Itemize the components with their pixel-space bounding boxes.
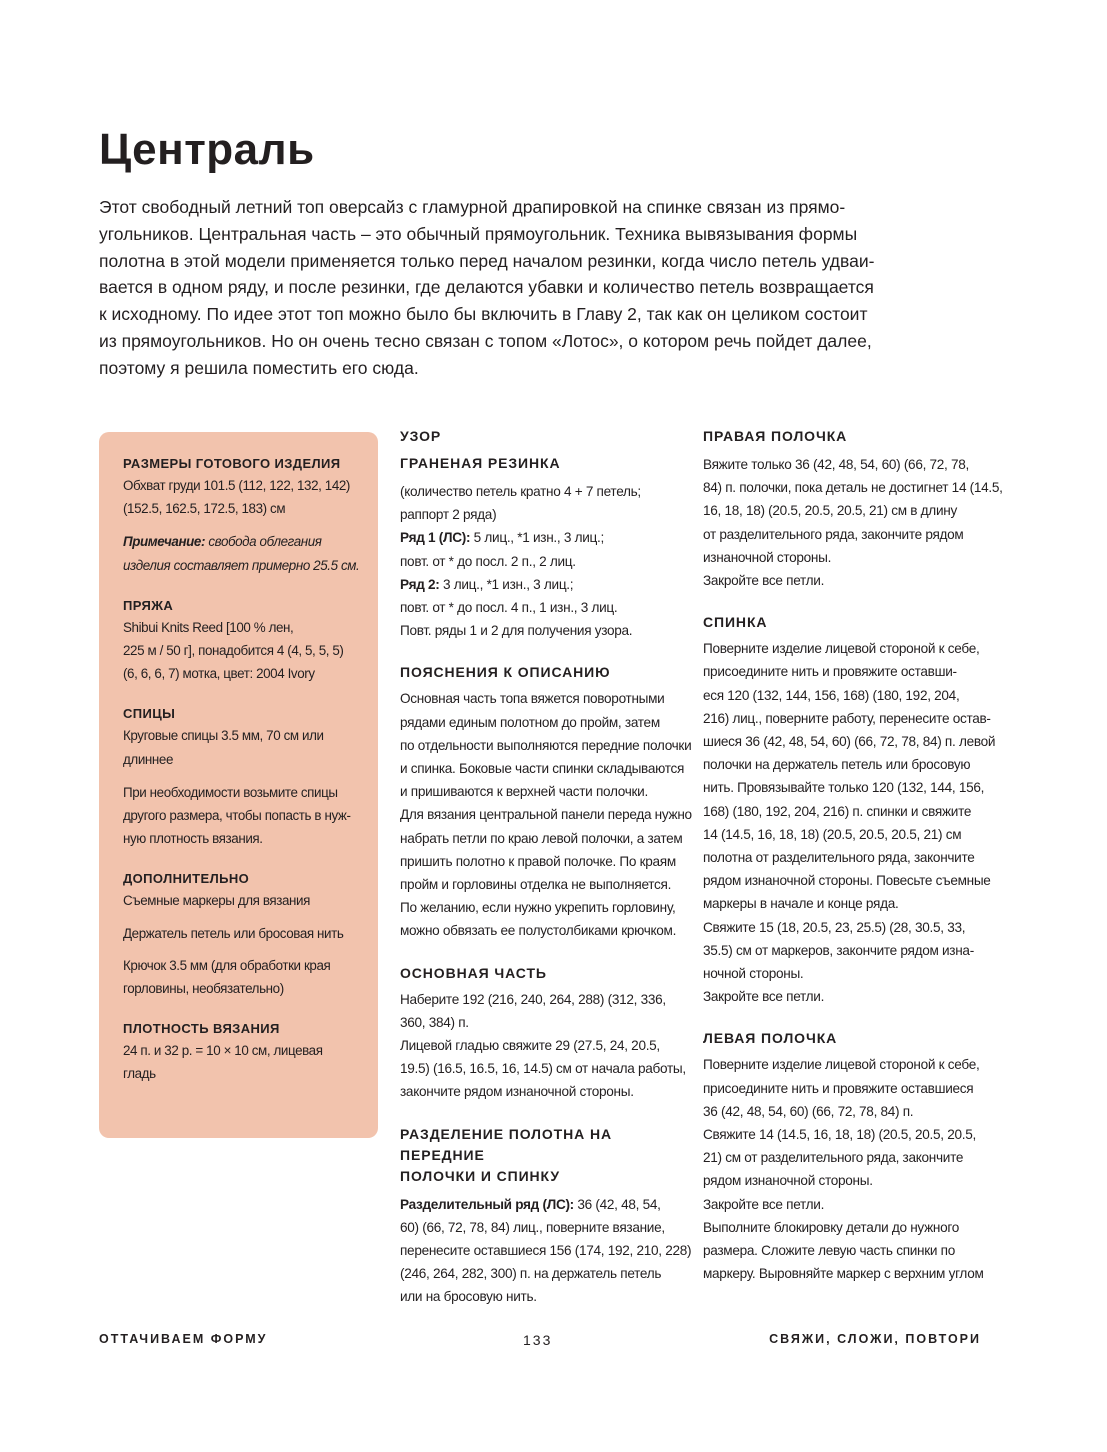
text-line: 16, 18, 18) (20.5, 20.5, 20.5, 21) см в длину — [703, 503, 957, 519]
sizes-text — [123, 474, 364, 520]
text-line: Закройте все петли. — [703, 989, 825, 1005]
text-line: можно обвязать ее полустолбиками крючком. — [400, 923, 677, 939]
text-line: или на бросовую нить. — [400, 1289, 537, 1305]
fit-note — [123, 530, 364, 576]
text-line: 84) п. полочки, пока деталь не достигнет 14 (14.5, — [703, 480, 1003, 496]
row2-text: 3 лиц., *1 изн., 3 лиц.; — [439, 576, 574, 592]
text-line: 216) лиц., поверните работу, перенесите остав- — [703, 710, 991, 726]
text-line: 24 п. и 32 р. = 10 × 10 см, лицевая — [123, 1043, 323, 1059]
text-line: Вяжите только 36 (42, 48, 54, 60) (66, 72, 78, — [703, 457, 970, 472]
text-line: гладь — [123, 1066, 156, 1082]
text-line: и пришиваются к верхней части полочки. — [400, 784, 648, 800]
extras-heading: ДОПОЛНИТЕЛЬНО — [123, 871, 250, 887]
text-line: Поверните изделие лицевой стороной к себе, — [703, 641, 980, 657]
page-number: 133 — [523, 1332, 553, 1348]
instructions-column-2 — [400, 426, 690, 1309]
text-line: (152.5, 162.5, 172.5, 183) см — [123, 501, 286, 517]
text-line: 60) (66, 72, 78, 84) лиц., поверните вязание, — [400, 1219, 665, 1235]
text-line: ночной стороны. — [703, 966, 804, 982]
left-front-heading: ЛЕВАЯ ПОЛОЧКА — [703, 1030, 838, 1047]
intro-line: Этот свободный летний топ оверсайз с гламурной драпировкой на спинке связан из прямо- — [99, 197, 846, 217]
split-text — [400, 1193, 690, 1309]
row1-label: Ряд 1 (ЛС): — [400, 530, 471, 546]
text-line: Свяжите 14 (14.5, 16, 18, 18) (20.5, 20.5, 20.5, — [703, 1127, 976, 1143]
heading-line: ПОЛОЧКИ И СПИНКУ — [400, 1167, 560, 1184]
text-line: рядами единым полотном до пройм, затем — [400, 714, 660, 730]
text-line: 14 (14.5, 16, 18, 18) (20.5, 20.5, 20.5, 21) см — [703, 826, 962, 842]
text-line: еся 120 (132, 144, 156, 168) (180, 192, 204, — [703, 687, 960, 703]
text-line: (количество петель кратно 4 + 7 петель; — [400, 484, 641, 499]
intro-line: к исходному. По идее этот топ можно было бы включить в Главу 2, так как он целиком состоит — [99, 304, 868, 325]
rib-text — [400, 480, 690, 642]
text-line: Съемные маркеры для вязания — [123, 893, 310, 909]
text-line: Закройте все петли. — [703, 1196, 825, 1212]
text-line: рядом изнаночной стороны. — [703, 1173, 873, 1189]
intro-line: из прямоугольников. Но он очень тесно связан с топом «Лотос», о котором речь пойдет далее, — [99, 330, 872, 351]
extras-item — [123, 889, 364, 912]
intro-line: полотна в этой модели применяется только перед началом резинки, когда число петель удваи- — [99, 250, 875, 271]
text-line: полотна от разделительного ряда, закончите — [703, 850, 975, 866]
text-line: пройм и горловины отделка не выполняется. — [400, 877, 672, 893]
text-line: 36 (42, 48, 54, 60) (66, 72, 78, 84) п. — [703, 1103, 914, 1119]
text-line: пришить полотно к правой полочке. По краям — [400, 853, 676, 869]
text-line: нить. Провязывайте только 120 (132, 144, 156, — [703, 780, 985, 796]
left-front-text — [703, 1053, 993, 1285]
extras-item — [123, 922, 364, 945]
text-line — [400, 1193, 690, 1216]
needles-heading: СПИЦЫ — [123, 706, 176, 722]
text-line: Свяжите 15 (18, 20.5, 23, 25.5) (28, 30.5, 33, — [703, 919, 966, 935]
footer-section-title: ОТТАЧИВАЕМ ФОРМУ — [99, 1332, 268, 1346]
text-line: горловины, необязательно) — [123, 981, 284, 997]
instructions-column-3 — [703, 426, 1003, 1286]
text-line: другого размера, чтобы попасть в нуж- — [123, 808, 351, 824]
text-line: присоедините нить и провяжите оставшиеся — [703, 1080, 974, 1096]
text-line: размера. Сложите левую часть спинки по — [703, 1243, 955, 1259]
text-line: закончите рядом изнаночной стороны. — [400, 1084, 634, 1100]
text-line: Наберите 192 (216, 240, 264, 288) (312, 336, — [400, 991, 666, 1007]
right-front-heading: ПРАВАЯ ПОЛОЧКА — [703, 428, 848, 444]
split-heading — [400, 1124, 690, 1187]
row2-label: Ряд 2: — [400, 576, 440, 592]
split-first: 36 (42, 48, 54, — [573, 1196, 661, 1212]
needles-text — [123, 724, 364, 770]
extras-item — [123, 954, 364, 1000]
text-line: Повт. ряды 1 и 2 для получения узора. — [400, 623, 633, 639]
text-line: рядом изнаночной стороны. Повесьте съемные — [703, 873, 991, 889]
specs-sidebar — [99, 432, 378, 1138]
main-heading: ОСНОВНАЯ ЧАСТЬ — [400, 964, 547, 981]
intro-paragraph — [99, 194, 999, 382]
back-text — [703, 637, 996, 1008]
notes-heading: ПОЯСНЕНИЯ К ОПИСАНИЮ — [400, 664, 611, 681]
text-line: Основная часть топа вяжется поворотными — [400, 691, 665, 707]
text-line — [400, 526, 690, 549]
page-title: Централь — [99, 125, 315, 174]
text-line: повт. от * до посл. 4 п., 1 изн., 3 лиц. — [400, 600, 618, 616]
text-line: шиеся 36 (42, 48, 54, 60) (66, 72, 78, 84) п. левой — [703, 734, 996, 750]
text-line: 19.5) (16.5, 16.5, 16, 14.5) см от начала работы, — [400, 1061, 686, 1077]
text-line: Обхват груди 101.5 (112, 122, 132, 142) — [123, 478, 350, 493]
text-line: изнаночной стороны. — [703, 549, 832, 565]
text-line: 21) см от разделительного ряда, закончите — [703, 1150, 964, 1166]
text-line: По желанию, если нужно укрепить горловину, — [400, 900, 676, 916]
main-text — [400, 988, 690, 1104]
needles-note — [123, 781, 364, 851]
text-line — [123, 530, 364, 553]
text-line: Круговые спицы 3.5 мм, 70 см или — [123, 728, 324, 744]
text-line: маркеры в начале и конце ряда. — [703, 896, 899, 912]
yarn-text — [123, 616, 364, 686]
text-line: Для вязания центральной панели переда нужно — [400, 807, 692, 823]
text-line: и спинка. Боковые части спинки складываются — [400, 761, 685, 777]
notes-text — [400, 687, 690, 942]
rib-heading: ГРАНЕНАЯ РЕЗИНКА — [400, 455, 561, 471]
back-heading: СПИНКА — [703, 614, 768, 631]
right-front-text — [703, 453, 1003, 592]
split-label: Разделительный ряд (ЛС): — [400, 1196, 574, 1212]
yarn-heading: ПРЯЖА — [123, 597, 174, 613]
note-text: свобода облегания — [205, 534, 322, 550]
text-line: по отдельности выполняются передние полочки — [400, 737, 692, 753]
text-line: Лицевой гладью свяжите 29 (27.5, 24, 20.5, — [400, 1038, 660, 1054]
gauge-text — [123, 1039, 364, 1085]
text-line: (246, 264, 282, 300) п. на держатель петель — [400, 1266, 662, 1282]
footer-book-title: СВЯЖИ, СЛОЖИ, ПОВТОРИ — [769, 1332, 981, 1346]
text-line: При необходимости возьмите спицы — [123, 784, 338, 800]
text-line: Поверните изделие лицевой стороной к себе, — [703, 1057, 980, 1073]
intro-line: вается в одном ряду, и после резинки, где делаются убавки и количество петель возвращается — [99, 277, 874, 298]
text-line: 168) (180, 192, 204, 216) п. спинки и свяжите — [703, 803, 972, 819]
text-line: набрать петли по краю левой полочки, а затем — [400, 830, 683, 846]
text-line: маркеру. Выровняйте маркер с верхним углом — [703, 1266, 984, 1282]
text-line: (6, 6, 6, 7) мотка, цвет: 2004 Ivory — [123, 666, 315, 682]
text-line: Держатель петель или бросовая нить — [123, 925, 344, 941]
gauge-heading: ПЛОТНОСТЬ ВЯЗАНИЯ — [123, 1021, 280, 1037]
text-line: от разделительного ряда, закончите рядом — [703, 526, 964, 542]
sizes-heading: РАЗМЕРЫ ГОТОВОГО ИЗДЕЛИЯ — [123, 456, 341, 471]
text-line: полочки на держатель петель или бросовую — [703, 757, 971, 773]
text-line: Shibui Knits Reed [100 % лен, — [123, 619, 294, 635]
text-line — [400, 573, 690, 596]
text-line: перенесите оставшиеся 156 (174, 192, 210, 228) — [400, 1243, 692, 1259]
intro-line: угольников. Центральная часть – это обычный прямоугольник. Техника вывязывания формы — [99, 223, 858, 244]
text-line: Выполните блокировку детали до нужного — [703, 1219, 959, 1235]
text-line: 225 м / 50 г], понадобится 4 (4, 5, 5, 5) — [123, 643, 344, 659]
text-line: присоедините нить и провяжите оставши- — [703, 664, 957, 680]
text-line: ную плотность вязания. — [123, 831, 263, 847]
text-line: 35.5) см от маркеров, закончите рядом изна- — [703, 942, 974, 958]
text-line: длиннее — [123, 751, 173, 767]
intro-line: поэтому я решила поместить его сюда. — [99, 357, 419, 378]
note-label: Примечание: — [123, 534, 206, 550]
text-line: Крючок 3.5 мм (для обработки края — [123, 957, 331, 973]
heading-line: РАЗДЕЛЕНИЕ ПОЛОТНА НА ПЕРЕДНИЕ — [400, 1125, 612, 1163]
row1-text: 5 лиц., *1 изн., 3 лиц.; — [470, 530, 604, 546]
text-line: изделия составляет примерно 25.5 см. — [123, 557, 360, 573]
text-line: Закройте все петли. — [703, 573, 825, 589]
pattern-heading: УЗОР — [400, 428, 442, 444]
text-line: повт. от * до посл. 2 п., 2 лиц. — [400, 553, 576, 569]
text-line: раппорт 2 ряда) — [400, 507, 497, 523]
text-line: 360, 384) п. — [400, 1014, 469, 1030]
